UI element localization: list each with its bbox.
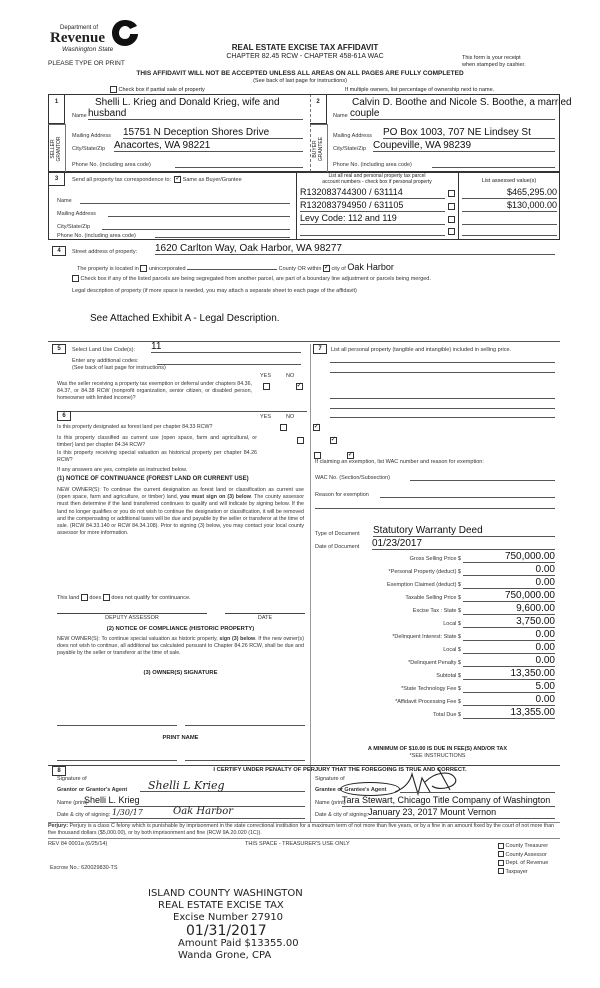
does-label: does	[89, 594, 102, 601]
notice-compliance-text	[57, 636, 304, 658]
amount-label: Local $	[443, 647, 461, 653]
seller-phone-field[interactable]	[175, 160, 303, 168]
grantee-date-field[interactable]: January 23, 2017 Mount Vernon	[368, 807, 555, 819]
personal-property-line[interactable]	[330, 367, 555, 373]
section-6-number: 6	[57, 411, 71, 421]
completion-warning: THIS AFFIDAVIT WILL NOT BE ACCEPTED UNLESS ALL AREAS ON ALL PAGES ARE FULLY COMPLETED	[136, 70, 464, 77]
partial-sale-checkbox[interactable]	[110, 86, 117, 93]
document-type-field[interactable]: Statutory Warranty Deed	[373, 525, 555, 537]
does-not-qualify-checkbox[interactable]	[103, 594, 110, 601]
buyer-name-field[interactable]: couple	[350, 108, 555, 120]
city-of-checkbox[interactable]	[323, 265, 330, 272]
notice-continuance-title: (1) NOTICE OF CONTINUANCE (FOREST LAND OR CURRENT USE)	[57, 476, 249, 482]
amount-row-gross	[330, 551, 565, 563]
owner-signature-line-2[interactable]	[185, 725, 305, 726]
this-land-label: This land	[57, 594, 80, 601]
parcel-number[interactable]: R132083794950 / 631105	[300, 200, 445, 212]
parcel-row	[300, 226, 555, 237]
print-name-line-1[interactable]	[57, 760, 177, 761]
amount-label: Excise Tax : State $	[412, 608, 461, 614]
amount-value[interactable]: 750,000.00	[463, 590, 555, 602]
amount-label: Gross Selling Price $	[409, 556, 461, 562]
amount-label: Local $	[443, 621, 461, 627]
dor-logo-label-top: Department of	[60, 25, 99, 31]
wac-field[interactable]	[410, 474, 555, 481]
additional-codes-field[interactable]	[157, 358, 301, 365]
notice-continuance-text-a: NEW OWNER(S): To continue the current designation as forest land or classification as current use (open space, farm and agriculture, or timber) land,	[57, 487, 304, 501]
buyer-name-line-1: Calvin D. Boothe and Nicole S. Boothe, a married	[352, 97, 572, 108]
assessed-value[interactable]	[462, 226, 557, 236]
grantee-agent-text: Grantee or Grantee's Agent	[315, 787, 387, 793]
assessed-header: List assessed value(s)	[481, 178, 537, 184]
stamp-signer: Wanda Grone, CPA	[178, 950, 272, 961]
same-as-buyer-label: Same as Buyer/Grantee	[182, 176, 242, 183]
seller-name-line-1: Shelli L. Krieg and Donald Krieg, wife and	[95, 97, 280, 108]
exemption-claim-label: If claiming an exemption, list WAC number and reason for exemption:	[315, 459, 484, 465]
amount-label: *State Technology Fee $	[401, 686, 461, 692]
amount-label: Exemption Claimed (deduct) $	[387, 582, 461, 588]
amount-label: *Delinquent Penalty $	[408, 660, 461, 666]
perjury-text: Perjury is a class C felony which is punishable by imprisonment in the state correctional institution for a maximum term of not more than five years, or by a fine in an amount fixed by the court of not more than five thousand dollars ($5,000.00), or by both imprisonment and fine (RCW 9A.20.020 (1C)).	[48, 823, 555, 836]
continuance-qualify-row	[57, 594, 191, 601]
grantee-name-field[interactable]: Tara Stewart, Chicago Title Company of Washington	[342, 795, 555, 807]
amount-value[interactable]: 0.00	[463, 694, 555, 706]
exemption-yes-checkbox[interactable]	[263, 383, 270, 390]
personal-property-label: List all personal property (tangible and intangible) included in selling price.	[331, 347, 512, 353]
grantor-name-field[interactable]: Shelli L. Krieg	[84, 795, 305, 807]
amount-value[interactable]: 0.00	[463, 642, 555, 654]
grantee-signature-field[interactable]	[400, 780, 555, 793]
grantee-signature-of-label: Signature of	[315, 776, 345, 782]
amount-row-penalty	[330, 655, 565, 667]
see-back-note: (See back of last page for instructions)	[72, 365, 166, 371]
copy-label: Taxpayer	[505, 868, 528, 875]
amount-label: *Delinquent Interest: State $	[392, 634, 461, 640]
property-location-row	[77, 262, 394, 272]
amount-row-tech-fee	[330, 681, 565, 693]
seller-city-label: City/State/Zip	[72, 146, 106, 152]
no-header: NO	[286, 373, 295, 379]
dor-logo-icon	[110, 18, 140, 48]
current-use-no-checkbox[interactable]	[330, 437, 337, 444]
copy-county-treasurer	[498, 842, 548, 851]
current-use-question: Is this property classified as current use (open space, farm and agricultural, or timber) land per chapter 84.34 RCW?	[57, 435, 257, 449]
notice-compliance-title: (2) NOTICE OF COMPLIANCE (HISTORIC PROPERTY)	[106, 626, 255, 632]
if-yes-note: If any answers are yes, complete as instructed below.	[57, 467, 188, 473]
copy-label: County Treasurer	[505, 843, 549, 849]
notice-compliance-text-b: . If the new owner(s) does not wish to continue, all additional tax calculated pursuant to Chapter 84.26 RCW, shall be due and payable by the seller or transferor at the time of sale.	[57, 636, 304, 657]
seller-address-label: Mailing Address	[72, 133, 111, 139]
seller-name-field[interactable]: husband	[88, 108, 303, 120]
buyer-city-label: City/State/Zip	[333, 146, 367, 152]
treasurer-stamp	[148, 888, 318, 962]
forest-land-question: Is this property designated as forest land per chapter 84.33 RCW?	[57, 424, 213, 430]
minimum-fee-note: A MINIMUM OF $10.00 IS DUE IN FEE(S) AND/OR TAX	[367, 746, 508, 752]
amount-label: Taxable Selling Price $	[405, 595, 461, 601]
corr-city-label: City/State/Zip	[57, 224, 91, 230]
document-date-label: Date of Document	[315, 544, 360, 550]
street-address-field[interactable]: 1620 Carlton Way, Oak Harbor, WA 98277	[155, 243, 555, 255]
dor-logo-label-state: Washington State	[62, 46, 114, 53]
grantor-agent-label: Grantor or Grantor's Agent	[57, 787, 128, 793]
located-in-label: The property is located in	[77, 266, 139, 272]
wac-label: WAC No. (Section/Subsection)	[315, 475, 390, 481]
parcel-header-line-2: account numbers - check box if personal property	[322, 179, 432, 185]
seller-name-label: Name	[72, 113, 87, 119]
partial-sale-checkbox-row	[110, 86, 205, 93]
unincorporated-checkbox[interactable]	[140, 265, 147, 272]
receipt-note-2: when stamped by cashier.	[462, 62, 526, 68]
treasurer-use-label: THIS SPACE - TREASURER'S USE ONLY	[245, 841, 350, 847]
copy-dept-revenue	[498, 859, 548, 868]
city-of-label: city of	[331, 266, 346, 272]
amount-label: *Personal Property (deduct) $	[388, 569, 461, 575]
amount-label: Total Due $	[433, 712, 461, 718]
amount-value[interactable]: 3,750.00	[463, 616, 555, 628]
grantor-city-value: Oak Harbor	[173, 806, 234, 817]
section-8-number: 8	[52, 766, 66, 776]
corr-address-label: Mailing Address	[57, 211, 96, 217]
amount-value[interactable]: 13,355.00	[463, 707, 555, 719]
parcel-header-line-1: List all real and personal property tax parcel	[328, 173, 426, 179]
seller-phone-label: Phone No. (including area code)	[72, 162, 151, 168]
grantee-name-label: Name (print)	[315, 800, 346, 806]
personal-property-line[interactable]	[330, 357, 555, 363]
corr-name-label: Name	[57, 198, 72, 204]
historic-question: Is this property receiving special valuation as historical property per chapter 84.26 RCW?	[57, 450, 257, 464]
amount-row-interest-local	[330, 642, 565, 654]
buyer-name-label: Name	[333, 113, 348, 119]
stamp-date: 01/31/2017	[186, 923, 267, 939]
personal-property-checkbox[interactable]	[448, 228, 455, 235]
additional-codes-label: Enter any additional codes:	[72, 358, 139, 364]
dor-logo-label-main: Revenue	[50, 30, 105, 46]
see-instructions-note: *SEE INSTRUCTIONS	[409, 753, 466, 759]
print-name-label: PRINT NAME	[162, 735, 199, 741]
amount-label: *Affidavit Processing Fee $	[395, 699, 461, 705]
perjury-label: Perjury:	[48, 823, 69, 829]
seller-address-field[interactable]: 15751 N Deception Shores Drive	[123, 127, 303, 139]
does-not-label: does not qualify for continuance.	[111, 594, 191, 601]
grantor-date-label: Date & city of signing:	[57, 812, 111, 818]
exemption-reason-label: Reason for exemption	[315, 492, 369, 498]
form-subtitle: CHAPTER 82.45 RCW - CHAPTER 458-61A WAC	[226, 53, 384, 60]
personal-property-line[interactable]	[330, 412, 555, 418]
historic-yes-checkbox[interactable]	[314, 452, 321, 459]
copy-taxpayer	[498, 868, 548, 877]
instructions-note: (See back of last page for instructions)	[253, 78, 347, 84]
corr-city-field[interactable]	[102, 222, 290, 230]
amount-row-excise-state	[330, 603, 565, 615]
section-2-number: 2	[310, 94, 327, 124]
personal-property-checkbox[interactable]	[448, 203, 455, 210]
parcel-number[interactable]	[300, 226, 445, 236]
amount-row-interest-state	[330, 629, 565, 641]
amount-row-personal-property	[330, 564, 565, 576]
parcel-row	[300, 187, 555, 199]
print-name-line-2[interactable]	[185, 760, 305, 761]
partial-sale-label: Check box if partial sale of property	[118, 86, 205, 93]
amount-row-exemption	[330, 577, 565, 589]
segregated-checkbox[interactable]	[72, 275, 79, 282]
corr-phone-field[interactable]	[155, 232, 290, 238]
stamp-county: ISLAND COUNTY WASHINGTON	[148, 888, 303, 899]
amount-value[interactable]: 0.00	[463, 577, 555, 589]
amount-row-taxable	[330, 590, 565, 602]
amount-row-excise-local	[330, 616, 565, 628]
section-5-number: 5	[52, 344, 66, 354]
yes-header: YES	[260, 373, 272, 379]
copy-dept-revenue-checkbox[interactable]	[498, 860, 504, 866]
grantor-label: GRANTOR	[55, 136, 62, 162]
county-or-within-label: County OR within	[278, 266, 322, 272]
amount-value[interactable]: 13,350.00	[463, 668, 555, 680]
amount-row-subtotal	[330, 668, 565, 680]
personal-property-line[interactable]	[330, 393, 555, 399]
amount-value[interactable]: 0.00	[463, 629, 555, 641]
assessed-value[interactable]: $465,295.00	[462, 187, 557, 199]
legal-description-value[interactable]: See Attached Exhibit A - Legal Description.	[90, 313, 280, 324]
amount-value[interactable]: 9,600.00	[463, 603, 555, 615]
seller-side-label	[50, 130, 64, 170]
section-3-number: 3	[48, 172, 65, 186]
street-address-label: Street address of property:	[72, 249, 138, 255]
seller-city-field[interactable]: Anacortes, WA 98221	[114, 140, 303, 152]
copy-county-assessor	[498, 851, 548, 860]
buyer-address-label: Mailing Address	[333, 133, 372, 139]
parcel-row	[300, 200, 555, 212]
amount-label: Subtotal $	[436, 673, 461, 679]
form-title: REAL ESTATE EXCISE TAX AFFIDAVIT	[231, 43, 379, 52]
forest-land-no-checkbox[interactable]	[313, 424, 320, 431]
copy-label: Dept. of Revenue	[505, 860, 549, 866]
exemption-reason-field-2[interactable]	[315, 503, 555, 509]
copy-distribution-list	[498, 842, 548, 876]
stamp-excise-number: Excise Number 27910	[173, 912, 284, 923]
buyer-phone-field[interactable]	[432, 160, 555, 168]
historic-no-checkbox[interactable]	[347, 452, 354, 459]
current-use-yes-checkbox[interactable]	[297, 437, 304, 444]
copy-county-treasurer-checkbox[interactable]	[498, 843, 504, 849]
receipt-note-1: This form is your receipt	[462, 55, 521, 61]
section-4-number: 4	[52, 246, 66, 256]
unincorporated-label: unincorporated	[148, 266, 186, 272]
dor-logo	[48, 18, 138, 58]
grantor-signature-of-label: Signature of	[57, 776, 87, 782]
segregated-label: Check box if any of the listed parcels are being segregated from another parcel, are part of a boundary line adjustment or parcels being merged.	[80, 275, 431, 282]
personal-property-checkbox[interactable]	[448, 190, 455, 197]
parcel-number[interactable]: R132083744300 / 631114	[300, 187, 445, 199]
corr-address-field[interactable]	[108, 209, 290, 217]
buyer-address-field[interactable]: PO Box 1003, 707 NE Lindsey St	[383, 127, 555, 139]
seller-label: SELLER	[50, 139, 56, 159]
corr-phone-label: Phone No. (including area code)	[57, 233, 136, 239]
stamp-tax-type: REAL ESTATE EXCISE TAX	[158, 900, 284, 911]
buyer-city-field[interactable]: Coupeville, WA 98239	[373, 140, 555, 152]
exemption-no-checkbox[interactable]	[296, 383, 303, 390]
grantor-name-label: Name (print)	[57, 800, 88, 806]
legal-description-label: Legal description of property (if more space is needed, you may attach a separate sheet to each page of the affidavit)	[72, 288, 357, 294]
amount-row-total-due	[330, 707, 565, 719]
assessed-value[interactable]	[462, 213, 557, 225]
send-correspondence-label	[72, 176, 242, 183]
section-1-number: 1	[48, 94, 65, 124]
owner-signature-line-1[interactable]	[57, 725, 177, 726]
amount-value[interactable]: 0.00	[463, 655, 555, 667]
revision-label: REV 84 0001a (6/25/14)	[48, 841, 108, 847]
amount-value[interactable]: 5.00	[463, 681, 555, 693]
does-qualify-checkbox[interactable]	[81, 594, 88, 601]
forest-land-yes-checkbox[interactable]	[280, 424, 287, 431]
corr-name-field[interactable]	[80, 196, 290, 204]
county-field[interactable]	[187, 264, 277, 270]
amount-value[interactable]: 0.00	[463, 564, 555, 576]
grantor-date-value: 1/30/17	[112, 808, 143, 817]
yes-header-6: YES	[260, 414, 272, 420]
segregated-row	[72, 275, 431, 282]
amount-row-processing-fee	[330, 694, 565, 706]
buyer-side-label	[312, 130, 326, 170]
perjury-notice	[48, 823, 560, 837]
deputy-assessor-label: DEPUTY ASSESSOR	[105, 615, 159, 621]
please-type-label: PLEASE TYPE OR PRINT	[48, 60, 125, 67]
land-use-label: Select Land Use Code(s):	[72, 347, 135, 353]
date-label: DATE	[257, 615, 273, 621]
notice-continuance-bold: you must sign on (3) below	[180, 494, 251, 501]
grantor-date-field[interactable]	[110, 807, 305, 819]
parcel-header	[297, 173, 457, 185]
multiple-owners-note: If multiple owners, list percentage of ownership next to name.	[345, 87, 495, 93]
section-7-number: 7	[313, 344, 327, 354]
notice-compliance-text-a: NEW OWNER(S): To continue special valuation as historic property,	[57, 636, 218, 642]
same-as-buyer-checkbox[interactable]	[174, 176, 181, 183]
notice-continuance-text	[57, 487, 304, 537]
stamp-amount-paid: Amount Paid $13355.00	[178, 938, 299, 949]
exemption-question: Was the seller receiving a property tax exemption or deferral under chapters 84.36, 84.37, or 84.38 RCW (nonprofit organization, senior citizen, or disabled person, homeowner with limited income)?	[57, 381, 252, 402]
city-of-value: Oak Harbor	[347, 262, 394, 272]
personal-property-checkbox[interactable]	[448, 216, 455, 223]
land-use-field[interactable]: 11	[151, 341, 301, 353]
grantee-date-label: Date & city of signing:	[315, 812, 369, 818]
notice-continuance-text-b: . The county assessor must then determine if the land transferred continues to qualify and will indicate by signing below. If the land no longer qualifies or you do not wish to continue the designation or classification, it will be removed and the compensating or additional taxes will be due and payable by the seller or transferor at the time of sale. (RCW 84.33.140 or RCW 84.34.108). Prior to signing (3) below, you may contact your local county assessor for more information.	[57, 494, 304, 537]
amount-value[interactable]: 750,000.00	[463, 551, 555, 563]
grantor-signature-field[interactable]: Shelli L Krieg	[140, 779, 305, 792]
document-type-label: Type of Document	[315, 531, 360, 537]
notice-compliance-bold: sign (3) below	[219, 636, 256, 642]
exemption-reason-field[interactable]	[380, 491, 555, 498]
copy-county-assessor-checkbox[interactable]	[498, 851, 504, 857]
buyer-label: BUYER	[312, 140, 318, 158]
owner-signature-title: (3) OWNER(S) SIGNATURE	[143, 670, 218, 676]
copy-taxpayer-checkbox[interactable]	[498, 868, 504, 874]
grantee-label: GRANTEE	[317, 136, 324, 162]
personal-property-line[interactable]	[330, 403, 555, 409]
assessed-value[interactable]: $130,000.00	[462, 200, 557, 212]
send-correspondence-text: Send all property tax correspondence to:	[72, 176, 172, 183]
certify-statement: I CERTIFY UNDER PENALTY OF PERJURY THAT THE FOREGOING IS TRUE AND CORRECT.	[213, 767, 467, 773]
escrow-number: Escrow No.: 620029830-TS	[50, 865, 118, 871]
parcel-row	[300, 213, 555, 225]
buyer-phone-label: Phone No. (including area code)	[333, 162, 412, 168]
document-date-field[interactable]: 01/23/2017	[372, 538, 555, 550]
parcel-number[interactable]: Levy Code: 112 and 119	[300, 213, 445, 225]
copy-label: County Assessor	[505, 851, 547, 858]
no-header-6: NO	[286, 414, 295, 420]
